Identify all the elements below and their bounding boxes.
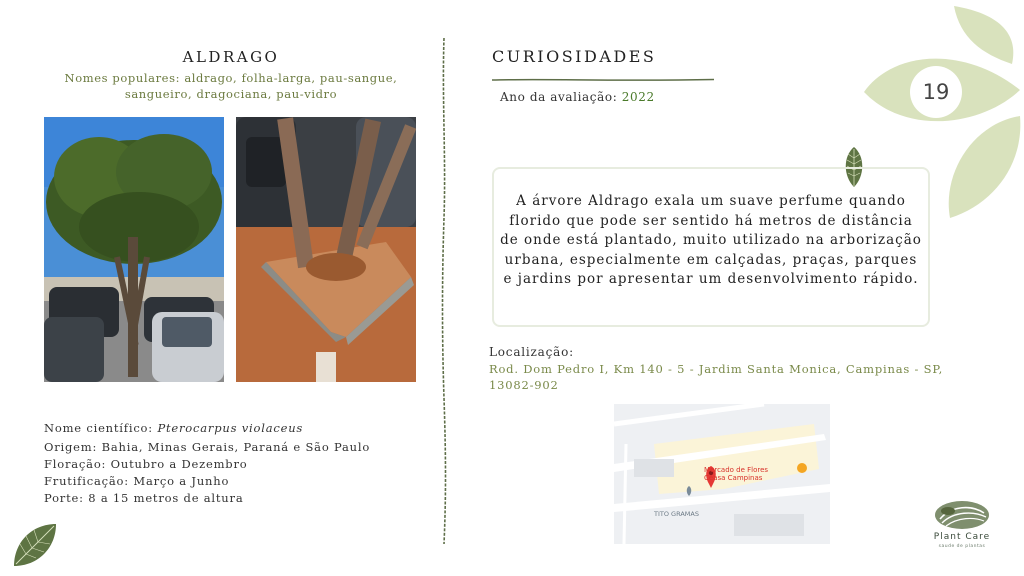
- popular-names: Nomes populares: aldrago, folha-larga, pau-sangue, sangueiro, dragociana, pau-vidro: [64, 71, 398, 101]
- scientific-name-row: [44, 420, 424, 437]
- tree-facts: [44, 420, 424, 507]
- curiosities-underline: [492, 68, 714, 74]
- evaluation-year: [500, 90, 655, 104]
- flowering-text: Floração: Outubro a Dezembro: [44, 457, 248, 471]
- location-map[interactable]: [614, 404, 830, 544]
- size-text: Porte: 8 a 15 metros de altura: [44, 491, 244, 505]
- curiosity-card: [492, 167, 930, 327]
- fruiting-text: Frutificação: Março a Junho: [44, 474, 230, 488]
- column-divider: [441, 38, 447, 544]
- plant-care-logo-icon: [934, 499, 990, 531]
- tree-title: ALDRAGO: [182, 48, 280, 66]
- brand-name: Plant Care: [933, 532, 991, 542]
- scientific-label: Nome científico:: [44, 421, 153, 435]
- curiosity-text: A árvore Aldrago exala um suave perfume quando florido que pode ser sentido há metros de distância de onde está plantado, muito utilizado na arborização urbana, especialmente em calçadas, praças, parques e jardins por apresentar um desenvolvimento rápido.: [500, 193, 922, 288]
- year-value: 2022: [621, 90, 655, 104]
- year-label: Ano da avaliação:: [500, 90, 618, 104]
- map-place-label[interactable]: Mercado de Flores Ceasa Campinas: [704, 466, 769, 482]
- tree-photo-full: [44, 117, 224, 382]
- location-address[interactable]: Rod. Dom Pedro I, Km 140 - 5 - Jardim Santa Monica, Campinas - SP, 13082-902: [489, 362, 944, 392]
- origin-text: Origem: Bahia, Minas Gerais, Paraná e São Paulo: [44, 440, 371, 454]
- tree-photo-trunk: [236, 117, 416, 382]
- bottom-leaf-icon: [12, 522, 58, 568]
- map-nearby-label: TITO GRAMAS: [654, 510, 699, 518]
- page-number: 19: [910, 66, 962, 118]
- scientific-name: Pterocarpus violaceus: [157, 421, 304, 435]
- curiosities-title: CURIOSIDADES: [492, 47, 657, 66]
- location-label: Localização:: [489, 345, 574, 359]
- brand-tagline: saude de plantas: [938, 544, 986, 549]
